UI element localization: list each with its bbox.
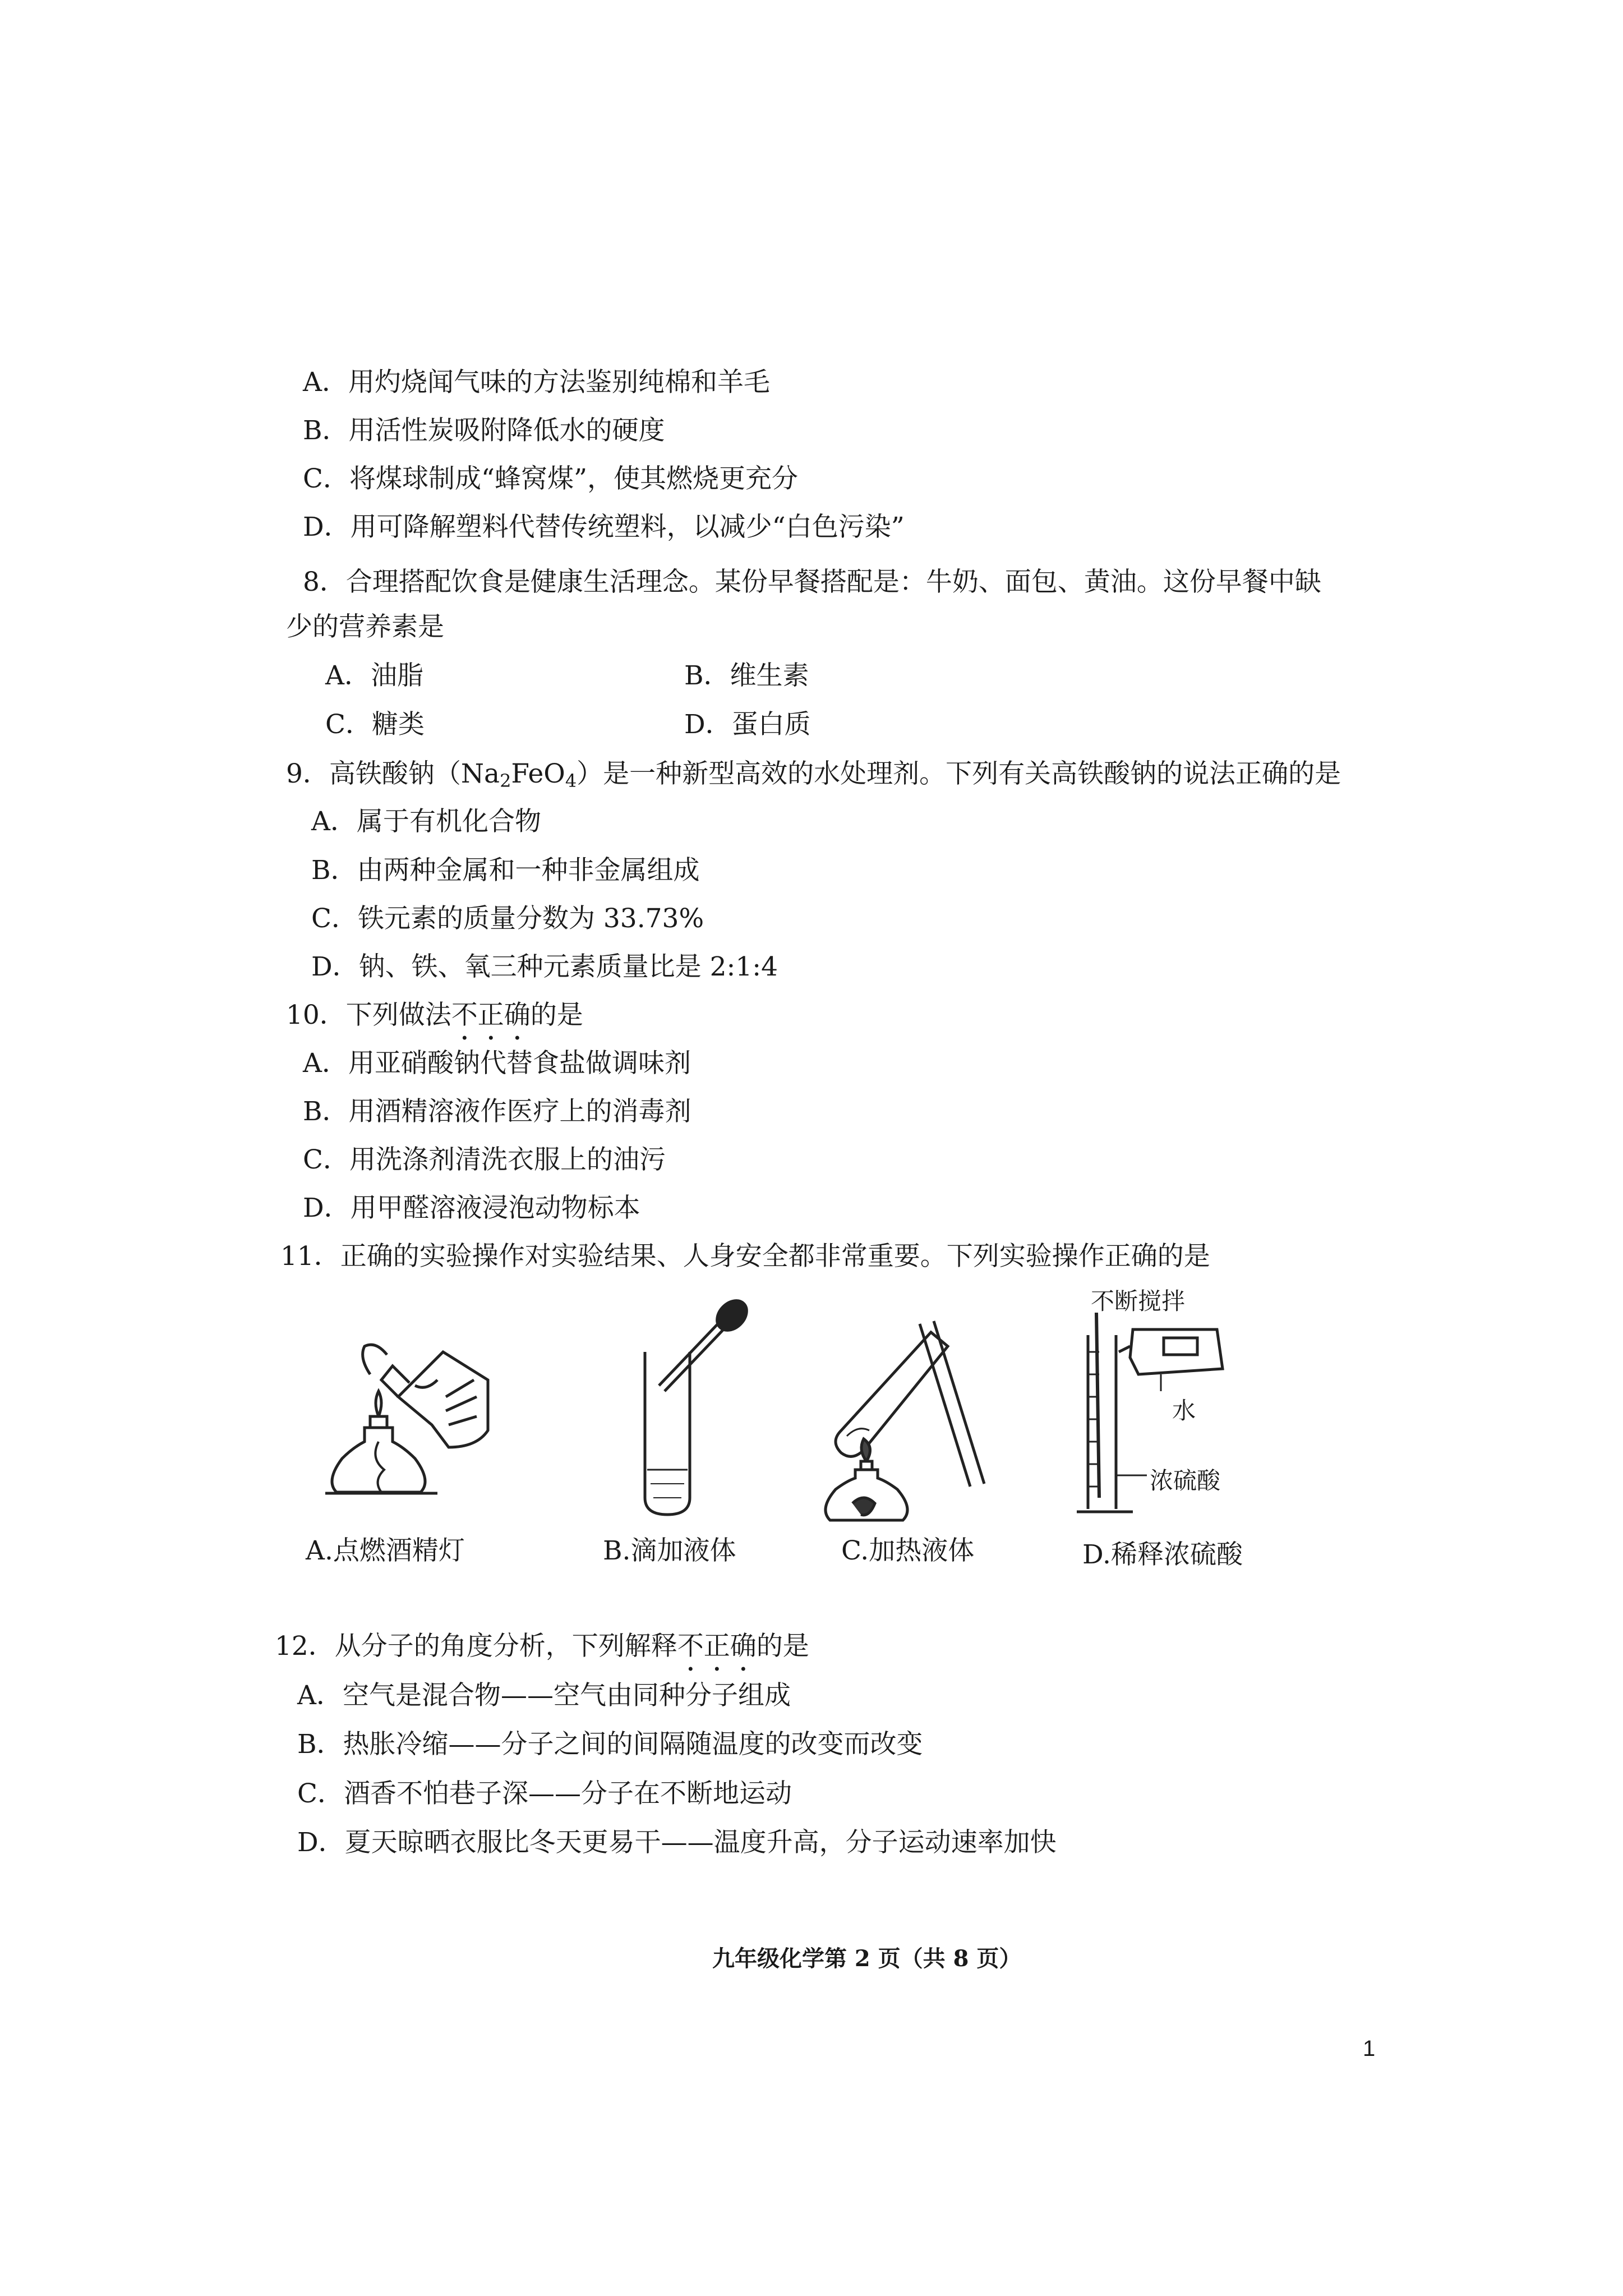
q7-option-b: B．用活性炭吸附降低水的硬度 <box>303 415 665 446</box>
q9-subscript-1: 2 <box>500 770 511 792</box>
figure-c-caption: C.加热液体 <box>841 1535 975 1566</box>
figure-b-dropping-liquid <box>634 1290 780 1526</box>
q9-option-d: D．钠、铁、氧三种元素质量比是 2:1:4 <box>311 951 778 982</box>
q9-stem-pre: 9．高铁酸钠（Na <box>286 758 500 789</box>
q12-stem-pre: 12．从分子的角度分析，下列解释 <box>275 1631 677 1662</box>
q8-option-c: C．糖类 <box>325 709 425 740</box>
page-number: 1 <box>1363 2036 1376 2061</box>
q12-option-b: B．热胀冷缩——分子之间的间隔随温度的改变而改变 <box>297 1729 923 1760</box>
q9-stem-mid: FeO <box>511 758 565 789</box>
q9-option-b: B．由两种金属和一种非金属组成 <box>311 855 700 886</box>
q7-option-c: C．将煤球制成“蜂窝煤”，使其燃烧更充分 <box>303 463 799 494</box>
q10-option-b: B．用酒精溶液作医疗上的消毒剂 <box>303 1096 691 1127</box>
q10-stem <box>286 999 583 1046</box>
figure-d-label-stir: 不断搅拌 <box>1091 1287 1186 1315</box>
q7-option-d: D．用可降解塑料代替传统塑料，以减少“白色污染” <box>303 512 905 542</box>
figure-b-caption: B.滴加液体 <box>603 1535 736 1566</box>
figure-d-label-acid: 浓硫酸 <box>1150 1467 1221 1494</box>
figure-d-caption: D.稀释浓硫酸 <box>1082 1539 1243 1570</box>
q10-emphasis: 不正确 <box>451 1000 531 1030</box>
figure-c-heating-liquid <box>808 1301 998 1526</box>
q8-option-a: A．油脂 <box>325 660 423 691</box>
q12-stem-post: 的是 <box>756 1631 809 1662</box>
q9-stem-post: ）是一种新型高效的水处理剂。下列有关高铁酸钠的说法正确的是 <box>577 758 1341 789</box>
q10-stem-post: 的是 <box>530 1000 583 1030</box>
figure-a-caption: A.点燃酒精灯 <box>306 1535 465 1566</box>
page-footer: 九年级化学第 2 页（共 8 页） <box>712 1945 1022 1972</box>
q9-subscript-2: 4 <box>565 770 577 792</box>
q8-option-d: D．蛋白质 <box>684 709 811 740</box>
q12-stem <box>275 1630 809 1677</box>
q9-stem <box>286 757 1341 798</box>
q12-option-c: C．酒香不怕巷子深——分子在不断地运动 <box>297 1778 792 1809</box>
q12-option-a: A．空气是混合物——空气由同种分子组成 <box>297 1680 791 1711</box>
q8-option-b: B．维生素 <box>684 660 809 691</box>
q9-option-a: A．属于有机化合物 <box>311 806 541 837</box>
figure-a-lighting-lamp <box>303 1313 516 1509</box>
q10-stem-pre: 10．下列做法 <box>286 1000 451 1030</box>
q7-option-a: A．用灼烧闻气味的方法鉴别纯棉和羊毛 <box>303 367 770 398</box>
q10-option-c: C．用洗涤剂清洗衣服上的油污 <box>303 1144 666 1175</box>
q10-option-a: A．用亚硝酸钠代替食盐做调味剂 <box>303 1048 691 1079</box>
q8-stem-line1: 8．合理搭配饮食是健康生活理念。某份早餐搭配是：牛奶、面包、黄油。这份早餐中缺 <box>303 567 1321 597</box>
q12-emphasis: 不正确 <box>677 1631 757 1662</box>
q12-option-d: D．夏天晾晒衣服比冬天更易干——温度升高，分子运动速率加快 <box>297 1827 1057 1858</box>
q10-option-d: D．用甲醛溶液浸泡动物标本 <box>303 1193 640 1223</box>
figure-d-label-water: 水 <box>1172 1397 1196 1424</box>
q11-stem: 11．正确的实验操作对实验结果、人身安全都非常重要。下列实验操作正确的是 <box>280 1241 1210 1272</box>
q9-option-c: C．铁元素的质量分数为 33.73% <box>311 903 704 934</box>
q8-stem-line2: 少的营养素是 <box>286 611 444 642</box>
